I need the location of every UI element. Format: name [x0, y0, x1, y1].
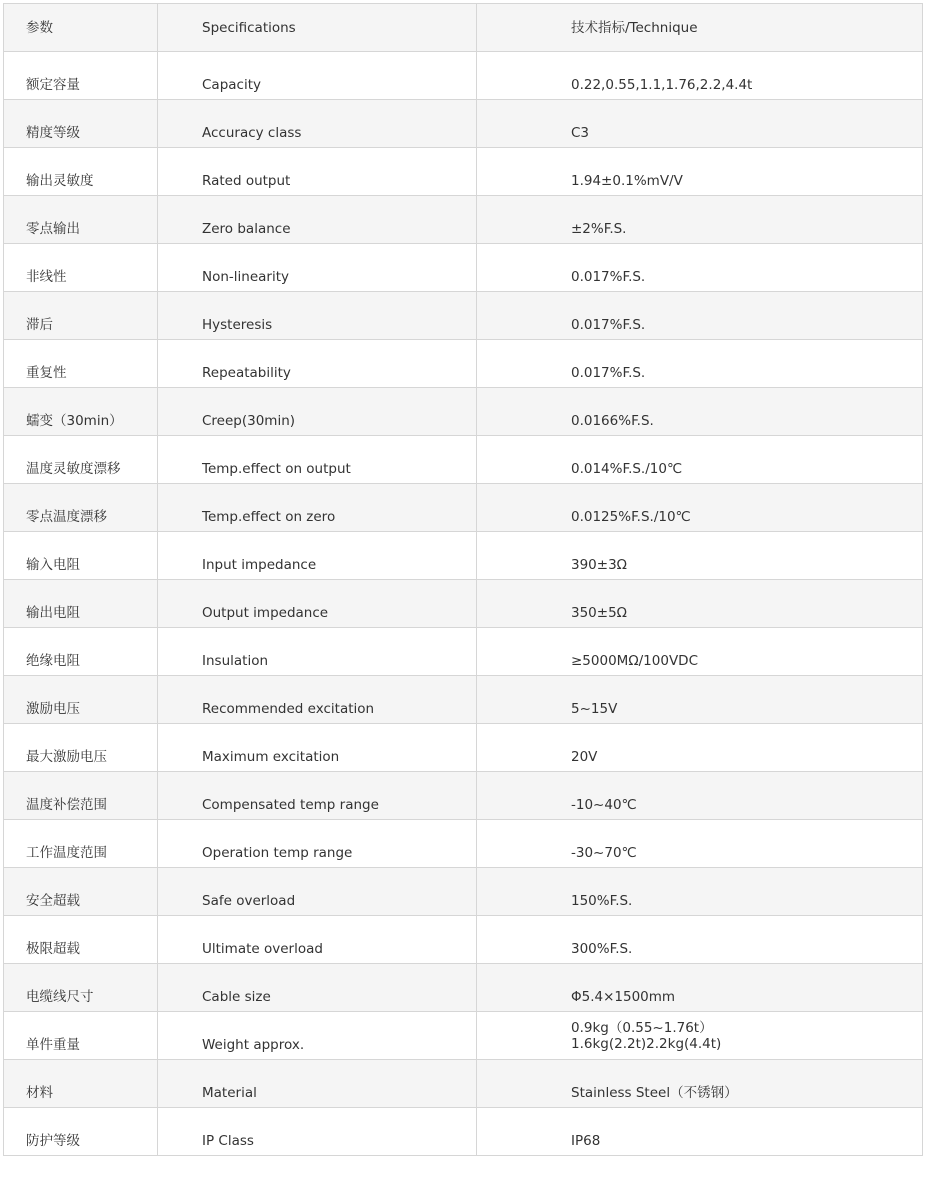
table-row	[4, 724, 923, 772]
row-zh: 额定容量	[4, 52, 158, 100]
row-value: 0.22,0.55,1.1,1.76,2.2,4.4t	[477, 52, 923, 100]
row-en: Repeatability	[158, 340, 477, 388]
row-value: 0.014%F.S./10℃	[477, 436, 923, 484]
row-zh: 温度灵敏度漂移	[4, 436, 158, 484]
table-row	[4, 580, 923, 628]
row-zh: 输入电阻	[4, 532, 158, 580]
row-en: Recommended excitation	[158, 676, 477, 724]
row-zh: 精度等级	[4, 100, 158, 148]
table-row	[4, 628, 923, 676]
row-value: -10~40℃	[477, 772, 923, 820]
table-row	[4, 244, 923, 292]
table-row	[4, 916, 923, 964]
row-value-line: 0.9kg（0.55~1.76t）	[571, 1019, 713, 1036]
row-en: Compensated temp range	[158, 772, 477, 820]
row-en: Operation temp range	[158, 820, 477, 868]
row-en: Temp.effect on output	[158, 436, 477, 484]
header-en: Specifications	[158, 4, 477, 52]
row-value: Stainless Steel（不锈钢）	[477, 1060, 923, 1108]
row-en: Material	[158, 1060, 477, 1108]
table-row	[4, 820, 923, 868]
row-en: Non-linearity	[158, 244, 477, 292]
row-zh: 工作温度范围	[4, 820, 158, 868]
row-value: 20V	[477, 724, 923, 772]
row-en: Weight approx.	[158, 1012, 477, 1060]
row-en: Insulation	[158, 628, 477, 676]
table-row	[4, 964, 923, 1012]
row-value: ±2%F.S.	[477, 196, 923, 244]
row-zh: 零点输出	[4, 196, 158, 244]
table-row	[4, 1108, 923, 1156]
row-zh: 重复性	[4, 340, 158, 388]
row-en: Capacity	[158, 52, 477, 100]
row-zh: 输出灵敏度	[4, 148, 158, 196]
row-en: Output impedance	[158, 580, 477, 628]
row-en: Ultimate overload	[158, 916, 477, 964]
row-zh: 材料	[4, 1060, 158, 1108]
row-zh: 最大激励电压	[4, 724, 158, 772]
row-zh: 绝缘电阻	[4, 628, 158, 676]
header-value: 技术指标/Technique	[477, 4, 923, 52]
row-en: Accuracy class	[158, 100, 477, 148]
table-row	[4, 292, 923, 340]
table-row	[4, 1012, 923, 1060]
table-row	[4, 484, 923, 532]
table-row	[4, 676, 923, 724]
row-en: Temp.effect on zero	[158, 484, 477, 532]
row-zh: 输出电阻	[4, 580, 158, 628]
row-en: Safe overload	[158, 868, 477, 916]
row-value: Φ5.4×1500mm	[477, 964, 923, 1012]
row-zh: 激励电压	[4, 676, 158, 724]
row-en: Creep(30min)	[158, 388, 477, 436]
table-row	[4, 100, 923, 148]
row-value: 5~15V	[477, 676, 923, 724]
row-en: Zero balance	[158, 196, 477, 244]
table-row	[4, 436, 923, 484]
row-en: Cable size	[158, 964, 477, 1012]
row-en: Hysteresis	[158, 292, 477, 340]
row-value	[477, 1012, 923, 1060]
row-value: 0.017%F.S.	[477, 340, 923, 388]
row-en: Rated output	[158, 148, 477, 196]
row-value: 350±5Ω	[477, 580, 923, 628]
row-value: 300%F.S.	[477, 916, 923, 964]
table-row	[4, 1060, 923, 1108]
row-zh: 温度补偿范围	[4, 772, 158, 820]
row-en: Maximum excitation	[158, 724, 477, 772]
row-value: 390±3Ω	[477, 532, 923, 580]
row-zh: 单件重量	[4, 1012, 158, 1060]
header-row	[4, 4, 923, 52]
row-en: Input impedance	[158, 532, 477, 580]
row-en: IP Class	[158, 1108, 477, 1156]
row-value: 0.017%F.S.	[477, 292, 923, 340]
table-row	[4, 772, 923, 820]
row-zh: 蠕变（30min）	[4, 388, 158, 436]
row-value: 0.0125%F.S./10℃	[477, 484, 923, 532]
table-row	[4, 340, 923, 388]
row-zh: 极限超载	[4, 916, 158, 964]
row-zh: 防护等级	[4, 1108, 158, 1156]
row-value: 1.94±0.1%mV/V	[477, 148, 923, 196]
row-zh: 电缆线尺寸	[4, 964, 158, 1012]
header-zh: 参数	[4, 4, 158, 52]
row-value: 0.0166%F.S.	[477, 388, 923, 436]
row-value: -30~70℃	[477, 820, 923, 868]
row-zh: 安全超载	[4, 868, 158, 916]
table-row	[4, 388, 923, 436]
row-value: IP68	[477, 1108, 923, 1156]
table-row	[4, 196, 923, 244]
row-value: C3	[477, 100, 923, 148]
table-row	[4, 868, 923, 916]
row-zh: 滞后	[4, 292, 158, 340]
table-row	[4, 52, 923, 100]
row-value: 0.017%F.S.	[477, 244, 923, 292]
table-row	[4, 532, 923, 580]
spec-table	[3, 3, 923, 1156]
row-zh: 非线性	[4, 244, 158, 292]
row-zh: 零点温度漂移	[4, 484, 158, 532]
row-value: 150%F.S.	[477, 868, 923, 916]
table-row	[4, 148, 923, 196]
row-value-line: 1.6kg(2.2t)2.2kg(4.4t)	[571, 1035, 722, 1052]
row-value: ≥5000MΩ/100VDC	[477, 628, 923, 676]
